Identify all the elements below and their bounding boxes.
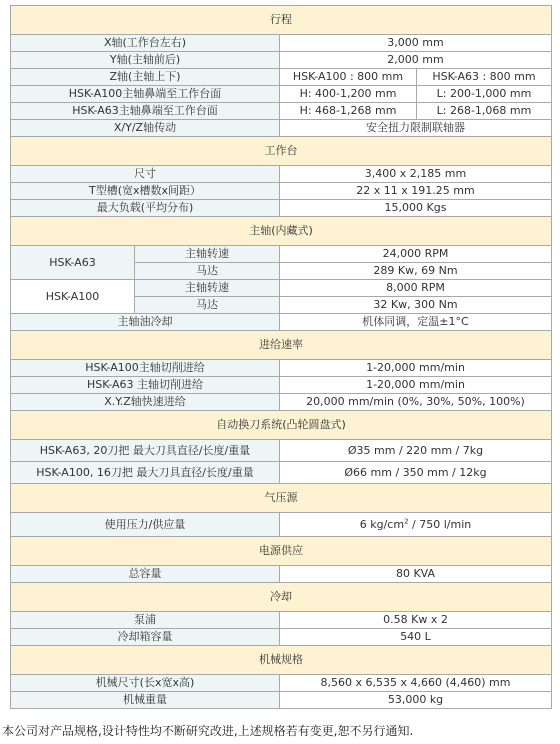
table-row [11,360,552,377]
a63-motor-value: 289 Kw, 69 Nm [280,263,552,280]
tslot-label: T型槽(宽x槽数x间距） [11,183,280,200]
spindle-cooling-value: 机体同调，定温±1°C [280,314,552,331]
table-row [11,513,552,537]
section-title-table: 工作台 [11,137,552,166]
pump-label: 泵浦 [11,612,280,629]
table-row [11,280,552,297]
max-load-label: 最大负载(平均分布) [11,200,280,217]
a63-motor-label: 马达 [135,263,280,280]
a100-speed-label: 主轴转速 [135,280,280,297]
feed-a63-value: 1-20,000 mm/min [280,377,552,394]
section-title-air: 气压源 [11,484,552,513]
a100-nose-h-value: H: 400-1,200 mm [280,86,417,103]
table-row [11,52,552,69]
table-row [11,35,552,52]
a63-nose-l-value: L: 268-1,068 mm [417,103,552,120]
coolant-tank-label: 冷却箱容量 [11,629,280,646]
table-size-value: 3,400 x 2,185 mm [280,166,552,183]
table-size-label: 尺寸 [11,166,280,183]
z-axis-label: Z轴(主轴上下) [11,69,280,86]
a63-speed-value: 24,000 RPM [280,246,552,263]
table-row [11,200,552,217]
section-header-travel [11,6,552,35]
machine-dim-label: 机械尺寸(长x宽x高) [11,675,280,692]
a100-motor-label: 马达 [135,297,280,314]
x-axis-value: 3,000 mm [280,35,552,52]
table-row [11,675,552,692]
machine-weight-value: 53,000 kg [280,692,552,709]
rapid-feed-value: 20,000 mm/min (0%, 30%, 50%, 100%) [280,394,552,411]
spindle-a100-label: HSK-A100 [11,280,135,314]
max-load-value: 15,000 Kgs [280,200,552,217]
table-row [11,629,552,646]
drive-label: X/Y/Z轴传动 [11,120,280,137]
rapid-feed-label: X.Y.Z轴快速进给 [11,394,280,411]
section-title-feed: 进给速率 [11,331,552,360]
feed-a100-label: HSK-A100主轴切削进给 [11,360,280,377]
section-header-power [11,537,552,566]
table-row [11,103,552,120]
section-header-machine [11,646,552,675]
a100-motor-value: 32 Kw, 300 Nm [280,297,552,314]
table-row [11,377,552,394]
section-header-coolant [11,583,552,612]
section-title-spindle: 主轴(内藏式) [11,217,552,246]
table-row [11,183,552,200]
a63-nose-h-value: H: 468-1,268 mm [280,103,417,120]
section-title-machine: 机械规格 [11,646,552,675]
atc-a63-label: HSK-A63, 20刀把 最大刀具直径/长度/重量 [11,440,280,462]
section-header-feed [11,331,552,360]
table-row [11,86,552,103]
table-row [11,246,552,263]
table-row [11,394,552,411]
machine-weight-label: 机械重量 [11,692,280,709]
air-pressure-value: 6 $kg/cm^2 / 750$ l/min [280,513,552,537]
machine-dim-value: 8,560 x 6,535 x 4,660 (4,460) mm [280,675,552,692]
section-header-spindle [11,217,552,246]
feed-a63-label: HSK-A63 主轴切削进给 [11,377,280,394]
atc-a100-label: HSK-A100, 16刀把 最大刀具直径/长度/重量 [11,462,280,484]
z-axis-a100-value: HSK-A100 : 800 mm [280,69,417,86]
z-axis-a63-value: HSK-A63 : 800 mm [417,69,552,86]
tslot-value: 22 x 11 x 191.25 mm [280,183,552,200]
section-header-table [11,137,552,166]
table-row [11,612,552,629]
y-axis-label: Y轴(主轴前后) [11,52,280,69]
table-row [11,166,552,183]
footnote: 本公司对产品规格,设计特性均不断研究改进,上述规格若有变更,恕不另行通知. [2,724,414,738]
spec-table [10,5,552,709]
section-title-travel: 行程 [11,6,552,35]
section-header-atc [11,411,552,440]
a100-nose-l-value: L: 200-1,000 mm [417,86,552,103]
section-title-coolant: 冷却 [11,583,552,612]
x-axis-label: X轴(工作台左右) [11,35,280,52]
table-row [11,314,552,331]
section-header-air [11,484,552,513]
feed-a100-value: 1-20,000 mm/min [280,360,552,377]
y-axis-value: 2,000 mm [280,52,552,69]
power-capacity-value: 80 KVA [280,566,552,583]
pump-value: 0.58 Kw x 2 [280,612,552,629]
section-title-power: 电源供应 [11,537,552,566]
table-row [11,440,552,462]
a100-nose-label: HSK-A100主轴鼻端至工作台面 [11,86,280,103]
section-title-atc: 自动换刀系统(凸轮圆盘式) [11,411,552,440]
atc-a63-value: Ø35 mm / 220 mm / 7kg [280,440,552,462]
table-row [11,692,552,709]
power-capacity-label: 总容量 [11,566,280,583]
table-row [11,120,552,137]
a63-speed-label: 主轴转速 [135,246,280,263]
air-pressure-label: 使用压力/供应量 [11,513,280,537]
spindle-a63-label: HSK-A63 [11,246,135,280]
coolant-tank-value: 540 L [280,629,552,646]
a100-speed-value: 8,000 RPM [280,280,552,297]
table-row [11,462,552,484]
table-row [11,566,552,583]
table-row [11,69,552,86]
atc-a100-value: Ø66 mm / 350 mm / 12kg [280,462,552,484]
spindle-cooling-label: 主轴油冷却 [11,314,280,331]
a63-nose-label: HSK-A63主轴鼻端至工作台面 [11,103,280,120]
drive-value: 安全扭力限制联轴器 [280,120,552,137]
